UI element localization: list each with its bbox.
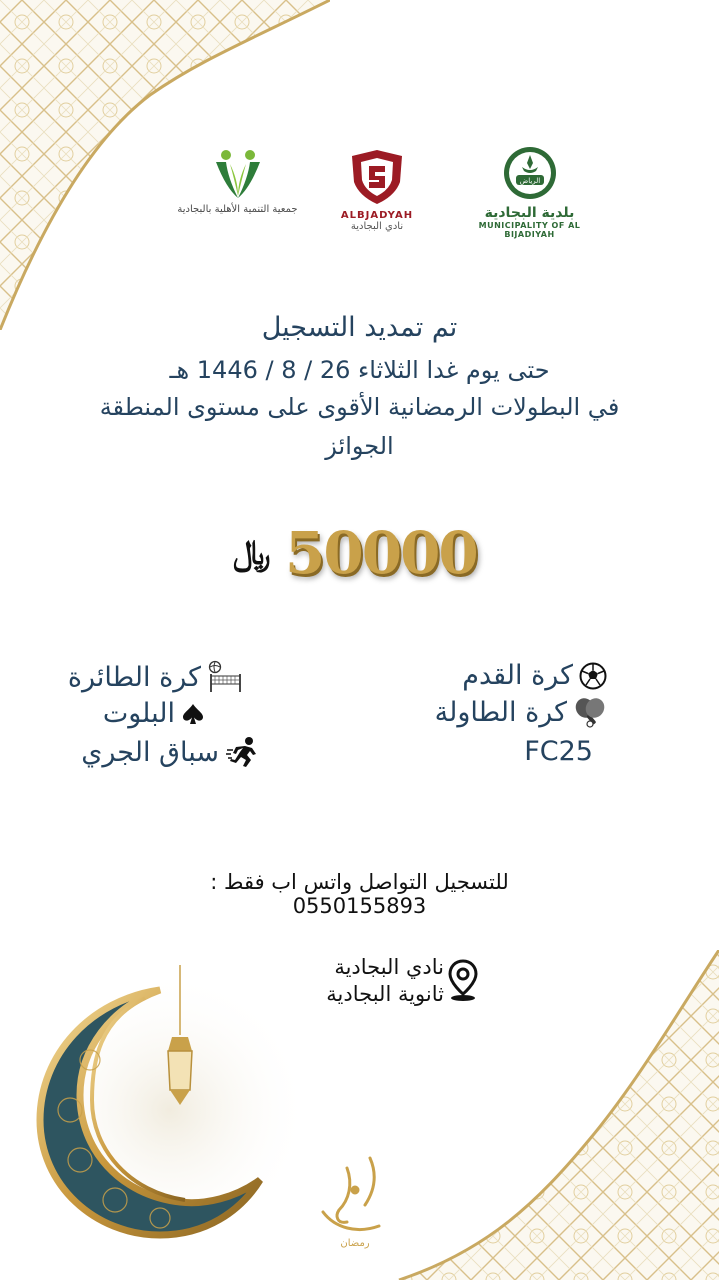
- prize-value: 50000: [285, 519, 477, 587]
- table-tennis-icon: [573, 696, 607, 728]
- sport-football-label: كرة القدم: [462, 660, 573, 691]
- location: [290, 955, 480, 1015]
- sport-running: [81, 736, 261, 768]
- currency-symbol: ﷼: [233, 533, 271, 573]
- location-pin-icon: [446, 958, 480, 1002]
- volleyball-icon: [207, 660, 243, 694]
- riyadh-seal-label: الرياض: [519, 177, 540, 185]
- sport-table-tennis: [435, 696, 607, 728]
- charity-name: جمعية التنمية الأهلية بالبجادية: [177, 204, 298, 215]
- prize-amount: [233, 515, 477, 587]
- sport-baloot-label: البلوت: [102, 698, 175, 729]
- prizes-heading: الجوائز: [325, 432, 394, 460]
- location-line-1: نادي البجادية: [334, 955, 444, 979]
- running-icon: [225, 736, 261, 768]
- sport-fc25: [524, 736, 593, 767]
- club-shield-icon: [347, 148, 407, 206]
- municipality-name-ar: بلدية البجادية: [484, 205, 575, 221]
- sport-volleyball-label: كرة الطائرة: [67, 661, 201, 693]
- location-line-2: ثانوية البجادية: [326, 982, 444, 1006]
- spade-icon: [181, 702, 205, 726]
- contact-label: للتسجيل التواصل واتس اب فقط :: [210, 870, 509, 894]
- charity-logo: [170, 148, 305, 215]
- contact-phone[interactable]: 0550155893: [292, 894, 427, 918]
- lantern-decoration: [160, 965, 200, 1115]
- ramadan-calligraphy: [315, 1150, 395, 1250]
- riyadh-seal-icon: [502, 145, 558, 201]
- municipality-logo: [462, 145, 597, 239]
- announcement-title: تم تمديد التسجيل: [261, 312, 458, 343]
- sport-football: [462, 660, 607, 691]
- sport-running-label: سباق الجري: [81, 736, 219, 768]
- club-name-en: ALBJADYAH: [340, 210, 414, 221]
- sport-baloot: [103, 698, 205, 729]
- announcement-description: في البطولات الرمضانية الأقوى على مستوى المنطقة: [99, 393, 620, 421]
- ramadan-calligraphy-text: رمضان: [340, 1238, 370, 1249]
- sport-fc25-label: FC25: [524, 736, 593, 767]
- sport-table-tennis-label: كرة الطاولة: [434, 696, 567, 728]
- club-name-ar: نادي البجادية: [350, 221, 404, 232]
- announcement-date: حتى يوم غدا الثلاثاء 26 / 8 / 1446 هـ: [169, 356, 550, 384]
- charity-logo-icon: [208, 148, 268, 200]
- sport-volleyball: [68, 660, 243, 694]
- club-logo: [337, 148, 417, 232]
- football-icon: [579, 662, 607, 690]
- municipality-name-en: MUNICIPALITY OF AL BIJADIYAH: [478, 221, 581, 239]
